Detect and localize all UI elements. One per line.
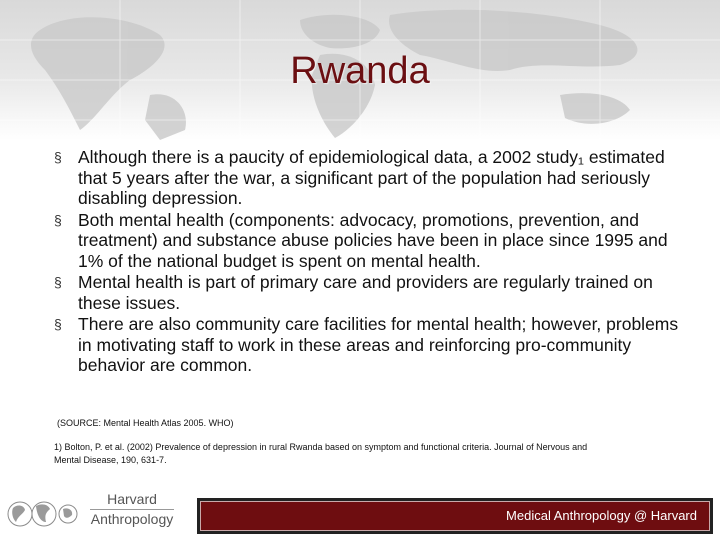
bullet-list: [54, 147, 694, 377]
bullet-marker: §: [54, 274, 62, 290]
footer-bar: [197, 498, 713, 534]
bullet-item: [54, 314, 694, 376]
bullet-item: [54, 210, 694, 272]
bullet-marker: §: [54, 149, 62, 165]
logo-bottom-text: Anthropology: [90, 511, 174, 527]
bullet-item: [54, 147, 694, 209]
slide-title: Rwanda: [290, 50, 430, 92]
bullet-item: [54, 272, 694, 313]
title-banner: [0, 0, 720, 140]
source-citation: (SOURCE: Mental Health Atlas 2005. WHO): [57, 418, 234, 428]
bullet-text: Both mental health (components: advocacy, promotions, prevention, and treatment) and substance abuse policies have been in place since 1995 and 1% of the national budget is spent on mental health.: [78, 209, 668, 271]
logo-top-text: Harvard: [107, 491, 157, 507]
bullet-marker: §: [54, 211, 62, 228]
bullet-text: Mental health is part of primary care and providers are regularly trained on these issues.: [78, 272, 653, 313]
footer-bar-text: Medical Anthropology @ Harvard: [200, 501, 710, 531]
bullet-text: There are also community care facilities for mental health; however, problems in motivating staff to work in these areas and reinforcing pro-community behavior are common.: [78, 314, 679, 375]
bullet-text: Although there is a paucity of epidemiological data, a 2002 study₁ estimated that 5 years after the war, a significant part of the population had seriously disabling depression.: [78, 147, 665, 208]
bullet-marker: §: [54, 316, 62, 332]
reference-footnote: 1) Bolton, P. et al. (2002) Prevalence of depression in rural Rwanda based on symptom and functional criteria. Journal of Nervous and Mental Disease, 190, 631-7.: [54, 442, 588, 465]
harvard-anthropology-logo: [86, 491, 178, 528]
globe-logo-icon: [6, 492, 78, 536]
logo-divider: [90, 509, 174, 510]
